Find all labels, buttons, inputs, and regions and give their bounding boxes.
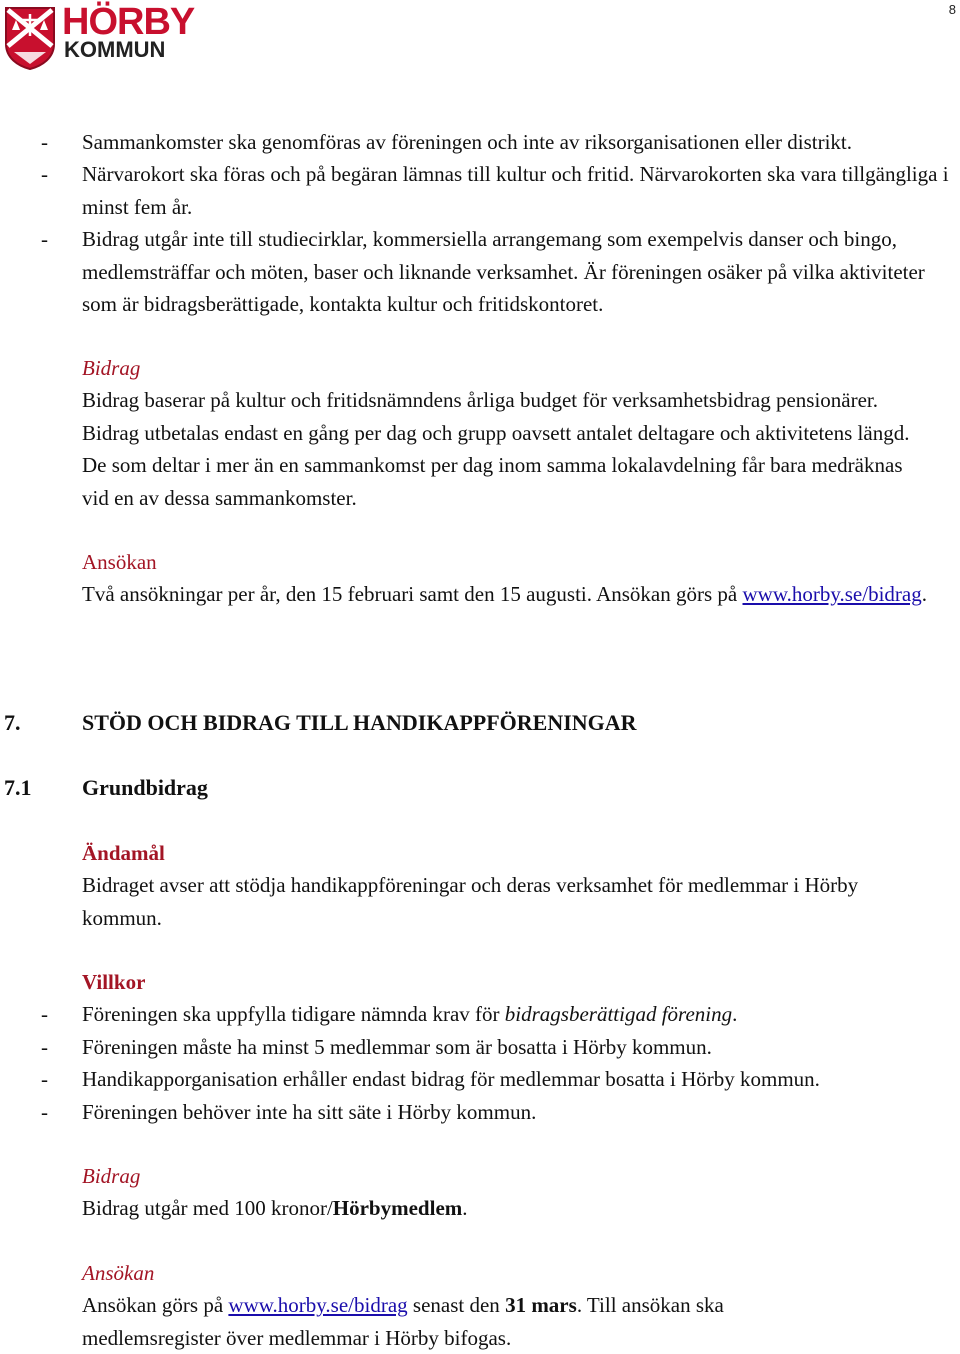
bidrag-link[interactable]: www.horby.se/bidrag [228, 1293, 408, 1317]
page-number: 8 [948, 2, 956, 17]
ansokan-text-end: . [921, 582, 927, 606]
list-dash: - [41, 1067, 48, 1091]
list-item-text: Närvarokort ska föras och på begäran lämnas till kultur och fritid. Närvarokorten ska vara tillgängliga i minst fem år. [82, 162, 949, 219]
andamal-paragraph: Bidraget avser att stödja handikappföreningar och deras verksamhet för medlemmar i Hörby kommun. [82, 873, 859, 930]
list-dash: - [41, 1035, 48, 1059]
bidrag-amount-paragraph [82, 1192, 932, 1225]
list-item [41, 1031, 941, 1064]
coat-of-arms-icon [4, 6, 56, 70]
villkor-text-end: . [732, 1002, 738, 1026]
bidrag-text: Bidrag utgår med 100 kronor/ [82, 1196, 333, 1220]
section-number: 7. [4, 710, 21, 735]
list-item [41, 126, 941, 159]
list-dash: - [41, 227, 48, 251]
list-item [41, 998, 941, 1031]
list-dash: - [41, 130, 48, 154]
list-item [41, 1063, 941, 1096]
logo-title: HÖRBY [62, 1, 195, 43]
section-heading-bidrag: Bidrag [82, 356, 141, 380]
ansokan-text: Två ansökningar per år, den 15 februari samt den 15 augusti. Ansökan görs på [82, 582, 743, 606]
ansokan-text-end: . Till ansökan ska medlemsregister över medlemmar i Hörby bifogas. [82, 1293, 724, 1350]
section-heading-ansokan: Ansökan [82, 550, 157, 574]
villkor-italic-term: bidragsberättigad förening [504, 1002, 733, 1026]
list-item-text: Sammankomster ska genomföras av föreningen och inte av riksorganisationen eller distrikt. [82, 130, 852, 154]
villkor-text: Föreningen ska uppfylla tidigare nämnda krav för [82, 1002, 505, 1026]
ansokan-text-mid: senast den [407, 1293, 506, 1317]
section-heading-bidrag: Bidrag [82, 1164, 141, 1188]
list-item-text: Bidrag utgår inte till studiecirklar, kommersiella arrangemang som exempelvis danser och bingo, medlemsträffar och möten, baser och liknande verksamhet. Är föreningen osäker på vilka aktiviteter som är bidragsberättigade, kontakta kultur och fritidskontoret. [82, 227, 925, 316]
list-dash: - [41, 1002, 48, 1026]
subsection-number: 7.1 [4, 775, 32, 800]
ansokan-paragraph [82, 578, 932, 611]
list-dash: - [41, 1100, 48, 1124]
section-title: STÖD OCH BIDRAG TILL HANDIKAPPFÖRENINGAR [82, 710, 637, 735]
list-item-text: Föreningen behöver inte ha sitt säte i Hörby kommun. [82, 1100, 537, 1124]
logo-subtitle: KOMMUN [64, 37, 166, 62]
list-item-text: Föreningen måste ha minst 5 medlemmar som är bosatta i Hörby kommun. [82, 1035, 712, 1059]
section-heading-villkor: Villkor [82, 970, 146, 994]
section-heading-andamal: Ändamål [82, 841, 165, 865]
list-item [41, 1096, 941, 1129]
list-item [41, 158, 949, 224]
subsection-title: Grundbidrag [82, 775, 208, 800]
list-item [41, 223, 941, 321]
list-dash: - [41, 162, 48, 186]
bidrag-paragraph: Bidrag baserar på kultur och fritidsnämndens årliga budget för verksamhetsbidrag pensionärer. Bidrag utbetalas endast en gång per dag och grupp oavsett antalet deltagare och aktivitetens längd. De som deltar i mer än en sammankomst per dag inom samma lokalavdelning får bara medräknas vid en av dessa sammankomster. [82, 388, 910, 510]
bidrag-bold-term: Hörbymedlem [332, 1196, 463, 1220]
horby-kommun-logo [4, 1, 195, 70]
ansokan-paragraph [82, 1289, 842, 1354]
list-item-text: Handikapporganisation erhåller endast bidrag för medlemmar bosatta i Hörby kommun. [82, 1067, 820, 1091]
bidrag-link[interactable]: www.horby.se/bidrag [742, 582, 922, 606]
ansokan-text: Ansökan görs på [82, 1293, 229, 1317]
section-heading-ansokan: Ansökan [82, 1261, 155, 1285]
list-item-text [82, 998, 957, 1031]
deadline-date: 31 mars [505, 1293, 577, 1317]
bidrag-text-end: . [462, 1196, 468, 1220]
